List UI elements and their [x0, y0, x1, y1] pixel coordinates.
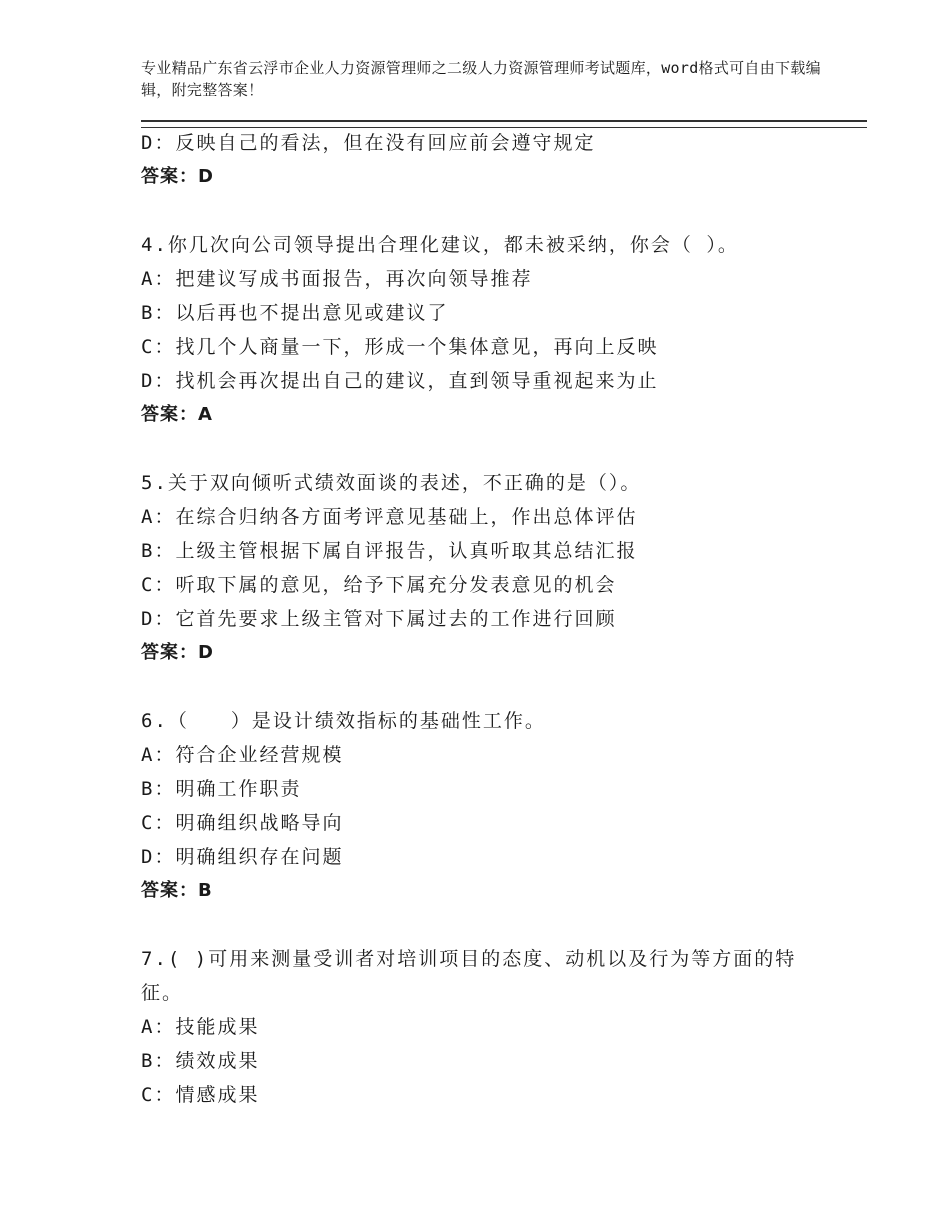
- option-b: B：绩效成果: [141, 1050, 260, 1072]
- option-b: B：明确工作职责: [141, 778, 302, 800]
- option-a: A：在综合归纳各方面考评意见基础上，作出总体评估: [141, 506, 638, 528]
- option-a: A：技能成果: [141, 1016, 260, 1038]
- question-stem: 4.你几次向公司领导提出合理化建议，都未被采纳，你会（ ）。: [141, 234, 739, 256]
- option-b: B：上级主管根据下属自评报告，认真听取其总结汇报: [141, 540, 638, 562]
- option-d: D：它首先要求上级主管对下属过去的工作进行回顾: [141, 608, 617, 630]
- option-c: C：找几个人商量一下，形成一个集体意见，再向上反映: [141, 336, 659, 358]
- answer-label: 答案：D: [141, 642, 214, 663]
- question-5: [141, 466, 821, 670]
- option-a: A：符合企业经营规模: [141, 744, 344, 766]
- option-b: B：以后再也不提出意见或建议了: [141, 302, 449, 324]
- question-4: [141, 228, 821, 432]
- document-header: [141, 57, 841, 101]
- question-6: [141, 704, 821, 908]
- question-list: [141, 126, 821, 1112]
- option-d: D：明确组织存在问题: [141, 846, 344, 868]
- question-3-tail: [141, 126, 821, 194]
- question-7: [141, 942, 821, 1112]
- question-stem: 6.（ ）是设计绩效指标的基础性工作。: [141, 710, 546, 732]
- option-c: C：明确组织战略导向: [141, 812, 344, 834]
- document-title: 专业精品广东省云浮市企业人力资源管理师之二级人力资源管理师考试题库，word格式可自由下载编辑，附完整答案！: [141, 59, 821, 99]
- answer-label: 答案：D: [141, 166, 214, 187]
- option-c: C：情感成果: [141, 1084, 260, 1106]
- option-d: D：反映自己的看法，但在没有回应前会遵守规定: [141, 132, 596, 154]
- question-stem: 7.( )可用来测量受训者对培训项目的态度、动机以及行为等方面的特征。: [141, 948, 797, 1004]
- answer-label: 答案：A: [141, 404, 213, 425]
- answer-label: 答案：B: [141, 880, 213, 901]
- option-a: A：把建议写成书面报告，再次向领导推荐: [141, 268, 533, 290]
- question-stem: 5.关于双向倾听式绩效面谈的表述，不正确的是（）。: [141, 472, 642, 494]
- option-d: D：找机会再次提出自己的建议，直到领导重视起来为止: [141, 370, 659, 392]
- option-c: C：听取下属的意见，给予下属充分发表意见的机会: [141, 574, 617, 596]
